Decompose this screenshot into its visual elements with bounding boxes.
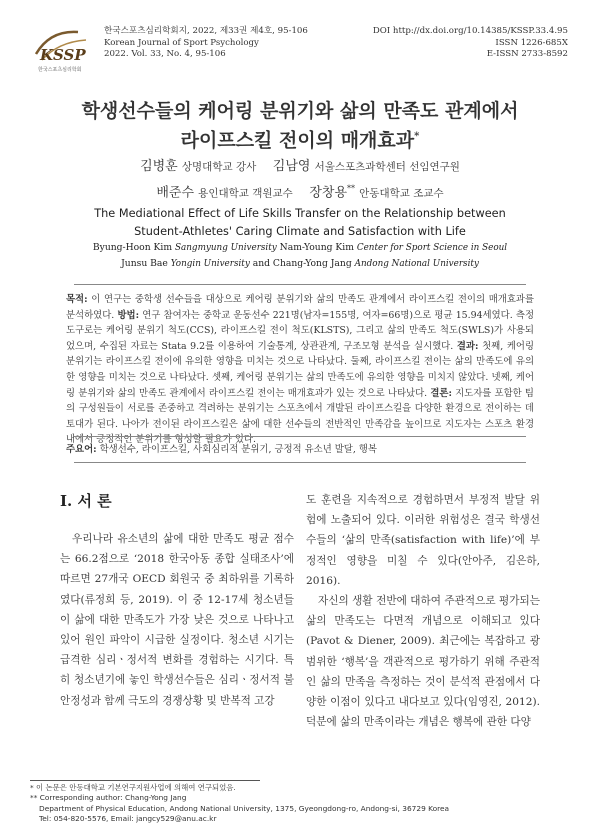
author-affiliation: 상명대학교 강사 [181,161,257,173]
abstract-text: 연구 참여자는 중학교 운동선수 221명(남자=155명, 여자=66명)으로 평균 15.94세였다. 측정도구로는 케어링 분위기 척도(CCS), 라이프스킬 전이 척도(KLSTS), 그리고 삶의 만족도 척도(SWLS)가 사용되었으며, 수집된 자료는 Stata 9.2를 이용하여 기술통계, 상관관계, 구조모형 분석을 실시했다. [66,309,534,352]
abstract-label: 방법: [117,309,140,321]
author-name: 김병훈 [140,159,178,174]
author-affiliation: 용인대학교 객원교수 [198,187,293,200]
footnote-rule [30,780,260,781]
svg-text:KSSP: KSSP [40,46,86,64]
author-affiliation-en: Sangmyung University [175,243,277,253]
corresponding-mark: ** [347,184,356,193]
keywords-rule [74,436,526,437]
author-affiliation: 서울스포츠과학센터 선임연구원 [314,161,460,173]
author-affiliation: 안동대학교 조교수 [359,187,444,200]
journal-name-en: Korean Journal of Sport Psychology [104,37,259,48]
english-authors-line-1 [30,240,570,256]
author-name-en: Chang-Yong Jang [272,258,352,269]
abstract-text: 첫째, 케어링 분위기는 라이프스킬 전이에 유의한 영향을 미치는 것으로 나타났다. 둘째, 라이프스킬 전이는 삶의 만족도에 유의한 영향을 미치는 것으로 나타났다. 셋째, 케어링 분위기는 삶의 만족도에 유의한 영향을 미치지 않았다. 넷째, 케어링 분위기와 삶의 만족도 관계에서 라이프스킬 전이는 매개효과가 있는 것으로 나타났다. [66,340,534,399]
authors-line-2 [0,178,600,204]
paragraph: 우리나라 유소년의 삶에 대한 만족도 평균 점수는 66.2점으로 ‘2018 한국아동 종합 실태조사’에 따르면 27개국 OECD 회원국 중 최하위를 기록하였다(류정희 등, 2019). 이 중 12-17세 청소년들이 삶에 대한 만족도가 가장 낮은 것으로 나타나고 있어 원인 파악이 시급한 실정이다. 청소년 시기는 급격한 심리ㆍ정서적 변화를 경험하는 시기다. 특히 청소년기에 놓인 학생선수들은 심리ㆍ정서적 불안정성과 함께 극도의 경쟁상황 및 반복적 고강 [60,533,294,707]
paragraph: 자신의 생활 전반에 대하여 주관적으로 평가되는 삶의 만족도는 다면적 개념으로 이해되고 있다(Pavot & Diener, 2009). 최근에는 복잡하고 광범위한 ‘행복’을 객관적으로 평가하기 위해 주관적인 삶의 만족을 측정하는 것이 분석적 관점에서 다양한 이점이 있다고 내다보고 있다(임영진, 2012). 덕분에 삶의 만족이라는 개념은 행복에 관한 다양 [306,595,540,729]
footnote: * 이 논문은 안동대학교 기본연구지원사업에 의해여 연구되었음. [30,783,236,792]
author-name-en: Nam-Young Kim [279,242,354,253]
authors-line-1 [0,156,600,178]
keywords-text: 학생선수, 라이프스킬, 사회심리적 분위기, 긍정적 유소년 발달, 행복 [96,444,377,455]
abstract-top-rule [74,284,526,285]
section-heading: I. 서 론 [60,492,112,510]
english-title [30,205,570,241]
author-name: 배준수 [156,185,195,201]
author-affiliation-en: Yongin University [170,259,250,269]
footnote: ** Corresponding author: Chang-Yong Jang [30,793,187,803]
abstract-label: 결과: [456,340,479,352]
journal-logo [32,24,94,76]
doi[interactable]: DOI http://dx.doi.org/10.14385/KSSP.33.4.95 [372,26,568,36]
keywords-bottom-rule [74,462,526,463]
english-title-line-2: Student-Athletes' Caring Climate and Satisfaction with Life [134,225,466,238]
abstract-label: 목적: [66,294,88,305]
eissn: E-ISSN 2733-8592 [486,49,568,59]
keywords-label: 주요어: [66,444,97,455]
footnote: Department of Physical Education, Andong National University, 1375, Gyeongdong-ro, Andong-si, 36729 Korea [39,803,450,813]
journal-name-ko: 한국스포츠심리학회지, 2022, 제33권 제4호, 95-106 [104,26,308,36]
body-column-right [306,490,540,732]
issn: ISSN 1226-685X [495,37,568,48]
footnote: Tel: 054-820-5576, Email: jangcy529@anu.ac.kr [39,813,217,823]
author-name: 김남영 [272,159,311,174]
conjunction: and [252,258,270,269]
abstract-label: 결론: [430,387,452,399]
english-title-line-1: The Mediational Effect of Life Skills Transfer on the Relationship between [94,207,506,220]
paragraph: 도 훈련을 지속적으로 경험하면서 부정적 발달 위험에 노출되어 있다. 이러한 위험성은 결국 학생선수들의 ‘삶의 만족(satisfaction with life)’에 부정적인 영향을 미칠 수 있다(안아주, 김은하, 2016). [306,494,540,587]
abstract-text: 이 연구는 중학생 선수들을 대상으로 케어링 분위기와 삶의 만족도 관계에서 라이프스킬 전이의 매개효과를 분석하였다. [66,294,534,321]
author-name-en: Junsu Bae [121,258,168,269]
english-authors-line-2 [30,256,570,272]
title-line-2: 라이프스킬 전이의 매개효과* [180,129,420,152]
paper-title [0,98,600,153]
journal-header-left [104,26,308,61]
english-authors [30,240,570,272]
author-name: 장창용 [309,185,348,201]
author-name-en: Byung-Hoon Kim [92,242,173,253]
author-affiliation-en: Andong National University [354,259,479,269]
svg-text:한국스포츠심리학회: 한국스포츠심리학회 [38,67,82,73]
footnotes [30,783,570,824]
title-footnote-mark: * [414,131,420,142]
journal-volume: 2022. Vol. 33, No. 4, 95-106 [104,49,226,59]
keywords [66,442,534,457]
authors-korean [0,156,600,204]
journal-header-right [373,26,568,61]
abstract [66,292,534,448]
abstract-text: 지도자를 포함한 팀의 구성원들이 서로를 존중하고 격려하는 분위기는 스포츠에서 개발된 라이프스킬을 다양한 환경으로 전이하는 데 토대가 된다. 나아가 전이된 라이프스킬은 삶에 대한 선수들의 전반적인 만족감을 높이므로 지도자는 스포츠 환경 내에서 긍정적인 분위기를 형성할 필요가 있다. [66,387,534,446]
title-line-1: 학생선수들의 케어링 분위기와 삶의 만족도 관계에서 [81,100,519,122]
body-column-left [60,529,294,711]
author-affiliation-en: Center for Sport Science in Seoul [356,243,508,253]
